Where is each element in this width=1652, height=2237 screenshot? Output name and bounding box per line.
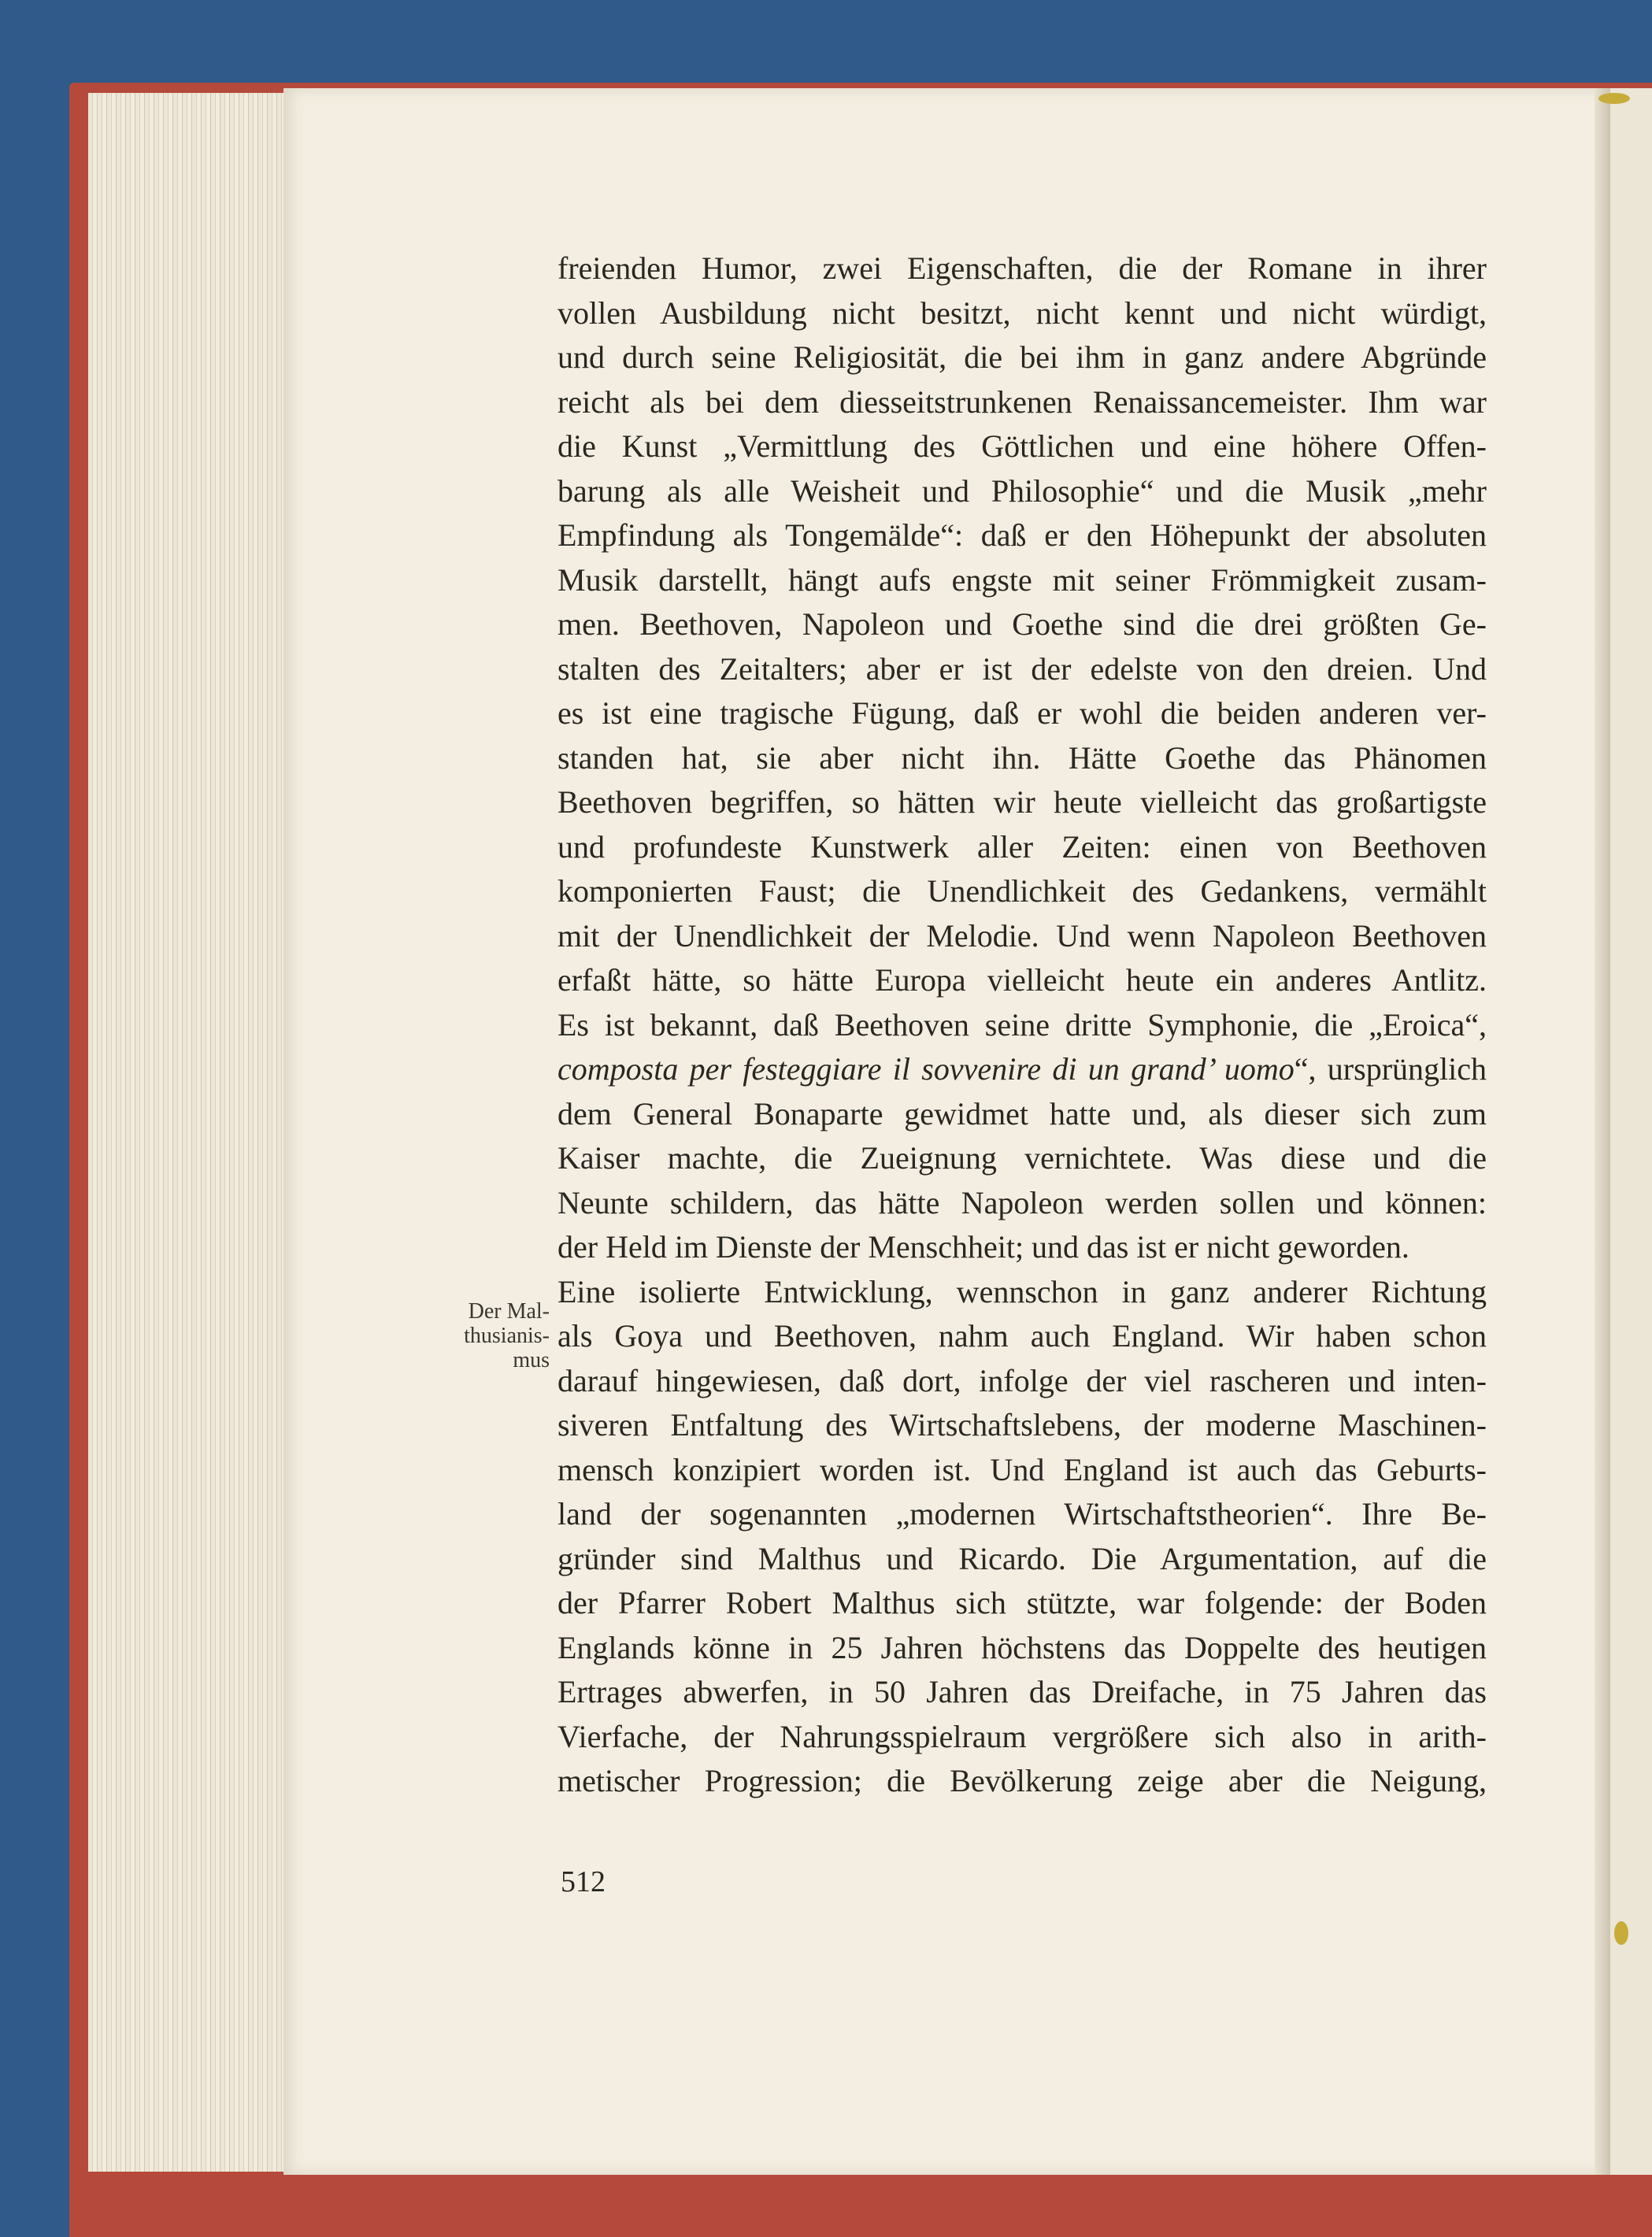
text-line: [557, 1715, 1487, 1760]
text-line: [557, 647, 1487, 692]
text-line: [557, 424, 1487, 469]
text-line: [557, 1581, 1487, 1626]
text-line-content: der Held im Dienste der Menschheit; und das ist er nicht geworden.: [557, 1229, 1409, 1265]
text-line-content: metischer Progression; die Bevölkerung zeige aber die Neigung,: [557, 1763, 1487, 1798]
text-line: [557, 1136, 1487, 1181]
text-line-content: Eine isolierte Entwicklung, wennschon in ganz anderer Richtung: [557, 1273, 1487, 1309]
text-line-content: freienden Humor, zwei Eigenschaften, die der Romane in ihrer: [557, 250, 1487, 286]
italic-quote: composta per festeggiare il sovvenire di un grand’ uomo: [557, 1051, 1295, 1087]
text-line-content: Ertrages abwerfen, in 50 Jahren das Dreifache, in 75 Jahren das: [557, 1674, 1487, 1709]
paper-stain: [1614, 1921, 1628, 1945]
text-line-content: reicht als bei dem diesseitstrunkenen Renaissancemeister. Ihm war: [557, 383, 1487, 420]
text-line: [557, 1537, 1487, 1582]
text-line: [557, 1448, 1487, 1493]
text-line-content: Empfindung als Tongemälde“: daß er den Höhepunkt der absoluten: [557, 517, 1487, 553]
page-number: 512: [561, 1865, 606, 1898]
page-gutter: [1595, 88, 1610, 2175]
text-line: [557, 335, 1487, 380]
text-line-content: Englands könne in 25 Jahren höchstens das Doppelte des heutigen: [557, 1629, 1487, 1665]
text-line: [557, 1092, 1487, 1137]
text-line-content: standen hat, sie aber nicht ihn. Hätte Goethe das Phänomen: [557, 739, 1487, 776]
next-page-edge: [1610, 88, 1652, 2175]
text-line-content: Musik darstellt, hängt aufs engste mit seiner Frömmigkeit zusam-: [557, 561, 1487, 598]
marginal-note-line: mus: [513, 1348, 550, 1372]
text-line-content: Vierfache, der Nahrungsspielraum vergrößere sich also in arith-: [557, 1718, 1487, 1754]
text-line: [557, 1359, 1487, 1404]
text-line-content: siveren Entfaltung des Wirtschaftslebens, der moderne Maschinen-: [557, 1407, 1487, 1443]
text-line-content: Kaiser machte, die Zueignung vernichtete. Was diese und die: [557, 1140, 1487, 1176]
text-line-content: es ist eine tragische Fügung, daß er wohl die beiden anderen ver-: [557, 695, 1487, 731]
text-line: [557, 1314, 1487, 1359]
text-line-content: Es ist bekannt, daß Beethoven seine dritte Symphonie, die „Eroica“,: [557, 1006, 1487, 1043]
body-text: [557, 246, 1487, 1804]
text-line: [557, 958, 1487, 1003]
text-line-content: mit der Unendlichkeit der Melodie. Und wenn Napoleon Beethoven: [557, 917, 1487, 954]
text-line: [557, 469, 1487, 514]
text-line-content: Beethoven begriffen, so hätten wir heute vielleicht das großartigste: [557, 784, 1487, 820]
paper-stain: [1598, 93, 1630, 104]
text-line-content: dem General Bonaparte gewidmet hatte und, als dieser sich zum: [557, 1095, 1487, 1131]
text-line: [557, 825, 1487, 870]
text-line-content: mensch konzipiert worden ist. Und England ist auch das Geburts-: [557, 1451, 1487, 1487]
text-line-content: Neunte schildern, das hätte Napoleon werden sollen und können:: [557, 1184, 1487, 1220]
text-line: [557, 914, 1487, 959]
text-line-content: darauf hingewiesen, daß dort, infolge der viel rascheren und inten-: [557, 1362, 1487, 1398]
text-line-content: die Kunst „Vermittlung des Göttlichen und eine höhere Offen-: [557, 428, 1487, 464]
text-line: [557, 558, 1487, 603]
text-line: [557, 1492, 1487, 1537]
text-line: [557, 602, 1487, 647]
text-line: [557, 1181, 1487, 1226]
text-line: [557, 736, 1487, 781]
text-line: [557, 246, 1487, 291]
text-line-content: und durch seine Religiosität, die bei ihm in ganz andere Abgründe: [557, 339, 1487, 375]
text-line: [557, 691, 1487, 736]
text-line-content: erfaßt hätte, so hätte Europa vielleicht heute ein anderes Antlitz.: [557, 962, 1487, 998]
text-line: [557, 380, 1487, 425]
text-line: [557, 1270, 1487, 1315]
text-line-content: als Goya und Beethoven, nahm auch England. Wir haben schon: [557, 1318, 1487, 1354]
text-line-content: gründer sind Malthus und Ricardo. Die Argumentation, auf die: [557, 1540, 1487, 1576]
text-line: [557, 1626, 1487, 1671]
text-line-content: komponierten Faust; die Unendlichkeit des Gedankens, vermählt: [557, 873, 1487, 909]
text-line-content: men. Beethoven, Napoleon und Goethe sind die drei größten Ge-: [557, 606, 1487, 642]
text-line-content: land der sogenannten „modernen Wirtschaftstheorien“. Ihre Be-: [557, 1496, 1487, 1531]
text-line: [557, 1403, 1487, 1448]
text-line-content: barung als alle Weisheit und Philosophie“ und die Musik „mehr: [557, 472, 1487, 509]
text-line-content: und profundeste Kunstwerk aller Zeiten: einen von Beethoven: [557, 828, 1487, 865]
text-line: [557, 869, 1487, 914]
text-line: [557, 1670, 1487, 1715]
text-line-content: der Pfarrer Robert Malthus sich stützte, war folgende: der Boden: [557, 1585, 1487, 1620]
text-line: [557, 780, 1487, 825]
text-line: [557, 291, 1487, 336]
text-line: [557, 1003, 1487, 1048]
text-line-content: stalten des Zeitalters; aber er ist der edelste von den dreien. Und: [557, 650, 1487, 687]
marginal-note-line: Der Mal-: [468, 1299, 550, 1324]
text-line-content: vollen Ausbildung nicht besitzt, nicht kennt und nicht würdigt,: [557, 294, 1487, 331]
marginal-note-line: thusianis-: [464, 1324, 550, 1348]
text-line: [557, 1047, 1487, 1092]
text-line: [557, 513, 1487, 558]
marginal-note: [446, 1299, 550, 1372]
text-line: [557, 1225, 1487, 1270]
text-line-content: “, ursprünglich: [1294, 1051, 1487, 1087]
text-line: [557, 1759, 1487, 1804]
